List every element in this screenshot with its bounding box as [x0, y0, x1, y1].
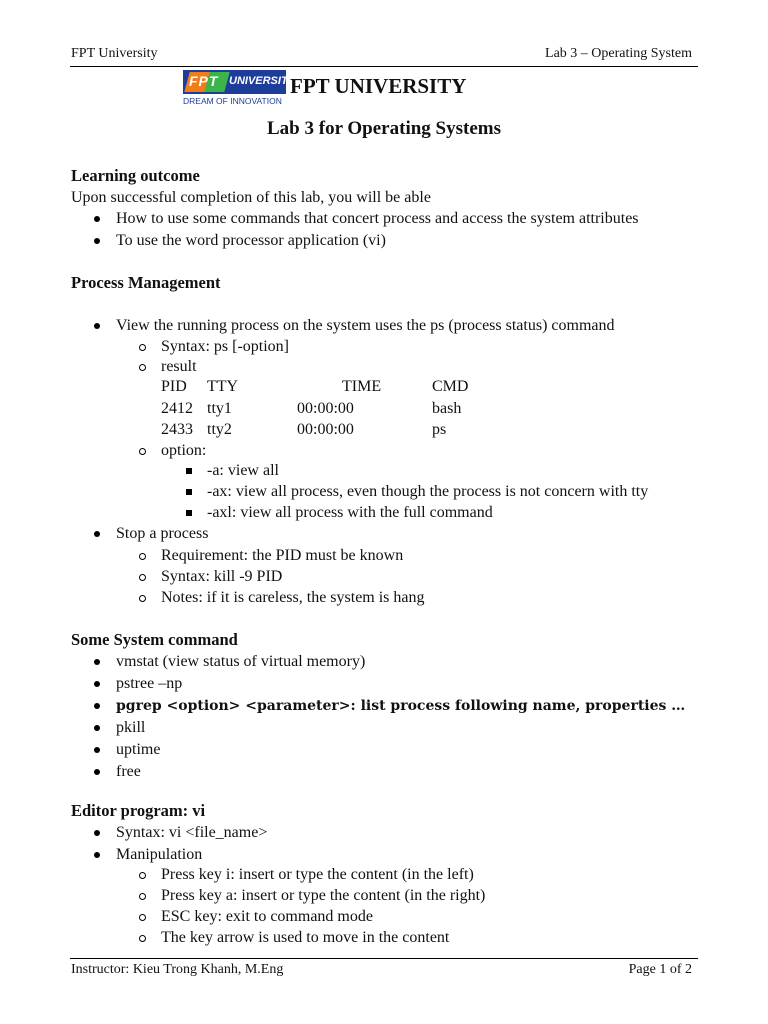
document-title: Lab 3 for Operating Systems — [267, 118, 501, 139]
process-view: View the running process on the system uses the ps (process status) command — [116, 317, 615, 334]
bullet-circle — [139, 893, 146, 900]
footer-rule — [70, 958, 698, 959]
header-left: FPT University — [71, 46, 158, 61]
brand-title: FPT UNIVERSITY — [290, 74, 467, 98]
logo-tagline: DREAM OF INNOVATION — [183, 96, 282, 106]
option-item: -axl: view all process with the full command — [207, 504, 493, 521]
bullet-dot — [94, 216, 100, 222]
fpt-logo — [183, 70, 296, 108]
manip-item: Press key a: insert or type the content (in the right) — [161, 887, 486, 904]
bullet-circle — [139, 595, 146, 602]
manip-item: ESC key: exit to command mode — [161, 908, 373, 925]
bullet-dot — [94, 769, 100, 775]
stop-item: Requirement: the PID must be known — [161, 547, 404, 564]
bullet-dot — [94, 238, 100, 244]
bullet-circle — [139, 574, 146, 581]
learning-item: To use the word processor application (vi) — [116, 232, 386, 249]
process-option: option: — [161, 442, 207, 459]
bullet-dot — [94, 852, 100, 858]
bullet-dot — [94, 681, 100, 687]
bullet-square — [186, 468, 192, 474]
system-item-pgrep: pgrep <option> <parameter>: list process following name, properties … — [116, 698, 686, 714]
process-result: result — [161, 358, 197, 375]
logo-word: UNIVERSITY — [229, 75, 296, 87]
table-header-time: TIME — [342, 378, 382, 395]
table-cell: 2433 — [161, 421, 193, 438]
stop-item: Notes: if it is careless, the system is hang — [161, 589, 425, 606]
process-heading: Process Management — [71, 273, 221, 292]
system-item: pkill — [116, 719, 146, 736]
logo-brand: FPT — [189, 73, 219, 89]
bullet-circle — [139, 553, 146, 560]
bullet-dot — [94, 830, 100, 836]
process-stop: Stop a process — [116, 525, 209, 542]
editor-manipulation: Manipulation — [116, 846, 203, 863]
option-item: -a: view all — [207, 462, 279, 479]
table-cell: 00:00:00 — [297, 421, 354, 438]
header-rule — [70, 66, 698, 67]
bullet-dot — [94, 725, 100, 731]
table-cell: ps — [432, 421, 447, 438]
editor-syntax: Syntax: vi <file_name> — [116, 824, 268, 841]
bullet-dot — [94, 531, 100, 537]
table-cell: tty1 — [207, 400, 232, 417]
table-cell: 2412 — [161, 400, 193, 417]
bullet-dot — [94, 747, 100, 753]
table-header-tty: TTY — [207, 378, 239, 395]
bullet-dot — [94, 659, 100, 665]
system-item: uptime — [116, 741, 161, 758]
bullet-circle — [139, 344, 146, 351]
option-item: -ax: view all process, even though the process is not concern with tty — [207, 483, 649, 500]
bullet-square — [186, 510, 192, 516]
table-header-cmd: CMD — [432, 378, 469, 395]
editor-heading: Editor program: vi — [71, 801, 206, 820]
process-syntax: Syntax: ps [-option] — [161, 338, 289, 355]
footer-right: Page 1 of 2 — [628, 962, 692, 977]
system-item: free — [116, 763, 141, 780]
table-cell: tty2 — [207, 421, 232, 438]
bullet-circle — [139, 364, 146, 371]
bullet-square — [186, 489, 192, 495]
manip-item: The key arrow is used to move in the content — [161, 929, 450, 946]
learning-item: How to use some commands that concert process and access the system attributes — [116, 210, 639, 227]
system-item: pstree –np — [116, 675, 183, 692]
table-cell: 00:00:00 — [297, 400, 354, 417]
table-cell: bash — [432, 400, 462, 417]
manip-item: Press key i: insert or type the content (in the left) — [161, 866, 474, 883]
table-header-pid: PID — [161, 378, 187, 395]
stop-item: Syntax: kill -9 PID — [161, 568, 283, 585]
learning-heading: Learning outcome — [71, 166, 200, 185]
bullet-dot — [94, 323, 100, 329]
learning-intro: Upon successful completion of this lab, you will be able — [71, 189, 431, 206]
footer-left: Instructor: Kieu Trong Khanh, M.Eng — [71, 962, 284, 977]
system-item: vmstat (view status of virtual memory) — [116, 653, 366, 670]
bullet-circle — [139, 935, 146, 942]
system-heading: Some System command — [71, 630, 238, 649]
bullet-circle — [139, 872, 146, 879]
bullet-dot — [94, 703, 100, 709]
bullet-circle — [139, 448, 146, 455]
bullet-circle — [139, 914, 146, 921]
header-right: Lab 3 – Operating System — [545, 46, 692, 61]
